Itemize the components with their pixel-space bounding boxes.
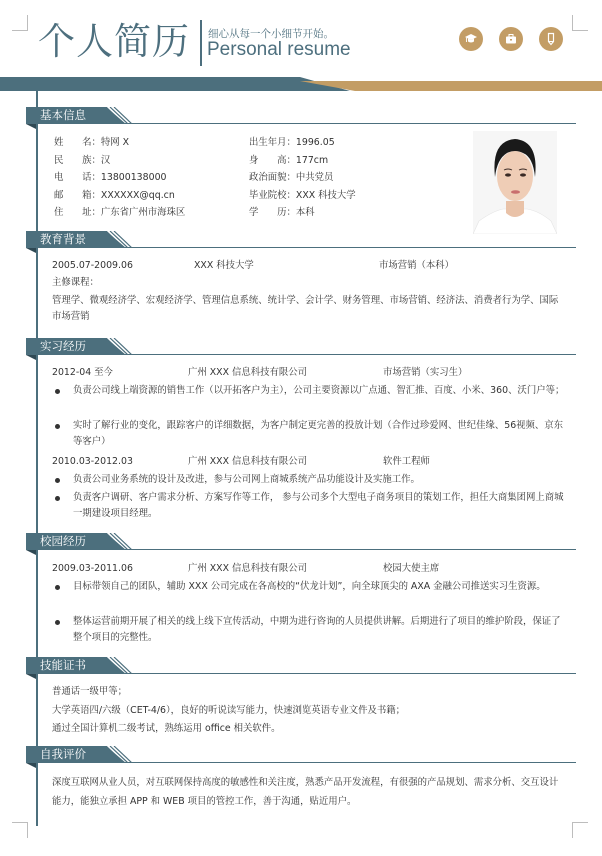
section-header-self-evaluation [26,746,576,764]
bullet-icon [55,389,60,394]
pencil-icon [539,27,563,51]
profile-photo [473,131,557,234]
section-title: 教育背景 [40,232,86,246]
section-header-basic-info [26,107,576,125]
skill-item: 通过全国计算机二级考试，熟练运用 office 相关软件。 [52,723,281,734]
campus-company: 广州 XXX 信息科技有限公司 [188,563,307,574]
header-icons [459,27,563,51]
bullet-icon [55,496,60,501]
skill-item: 大学英语四/六级（CET-4/6），良好的听说读写能力，快速浏览英语专业文件及书籍； [52,705,406,716]
section-title: 技能证书 [40,658,86,672]
resume-title: 个人简历 [38,20,190,63]
campus-role: 校园大使主席 [383,563,440,574]
courses-label: 主修课程： [52,277,99,288]
campus-period: 2009.03-2011.06 [52,563,133,574]
bullet-icon [55,478,60,483]
briefcase-icon [499,27,523,51]
field-ethnicity: 民 族：汉 [54,155,111,166]
bullet-icon [55,585,60,590]
section-title: 校园经历 [40,534,86,548]
job-role: 软件工程师 [383,456,430,467]
title-divider [200,20,202,66]
section-header-internship [26,338,576,356]
section-header-education [26,231,576,249]
section-header-campus [26,533,576,551]
job-company: 广州 XXX 信息科技有限公司 [188,367,307,378]
stripe-decoration [100,338,134,355]
job-duty: 负责公司业务系统的设计及改进，参与公司网上商城系统产品功能设计及实施工作。 [73,474,420,485]
field-school: 毕业院校：XXX 科技大学 [249,190,356,201]
stripe-decoration [100,746,134,763]
section-title: 自我评价 [40,747,86,761]
bullet-icon [55,620,60,625]
stripe-decoration [100,657,134,674]
skill-item: 普通话一级甲等； [52,686,128,697]
section-header-skills [26,657,576,675]
job-period: 2012-04 至今 [52,367,113,378]
education-major: 市场营销（本科） [379,260,455,271]
job-duty: 实时了解行业的变化，跟踪客户的详细数据，为客户制定更完善的投放计划（合作过珍爱网、世纪佳缘、56视频、京东等客户） [73,420,564,447]
education-period: 2005.07-2009.06 [52,260,133,271]
graduation-cap-icon [459,27,483,51]
bullet-icon [55,424,60,429]
stripe-decoration [100,533,134,550]
job-company: 广州 XXX 信息科技有限公司 [188,456,307,467]
page-corner-top-left [12,15,28,31]
page-corner-bottom-left [12,822,28,838]
courses-list: 管理学、微观经济学、宏观经济学、管理信息系统、统计学、会计学、财务管理、市场营销、经济法、消费者行为学、国际市场营销 [52,295,559,322]
field-degree: 学 历：本科 [249,207,315,218]
resume-title-english: Personal resume [207,39,351,60]
stripe-decoration [100,231,134,248]
job-duty: 负责公司线上端资源的销售工作（以开拓客户为主），公司主要资源以广点通、智汇推、百度、小米、360、沃门户等； [73,385,565,396]
header-band-primary [0,77,350,91]
field-address: 住 址：广东省广州市海珠区 [54,207,186,218]
field-phone: 电 话：13800138000 [54,172,167,183]
education-school: XXX 科技大学 [194,260,254,271]
campus-duty: 目标带领自己的团队，辅助 XXX 公司完成在各高校的“伏龙计划”，向全球顶尖的 AXA 金融公司推送实习生资源。 [73,581,546,592]
section-title: 基本信息 [40,108,86,122]
field-email: 邮 箱：XXXXXX@qq.cn [54,190,175,201]
campus-duty: 整体运营前期开展了相关的线上线下宣传活动，中期为进行咨询的人员提供讲解。后期进行了项目的维护阶段，保证了整个项目的完整性。 [73,616,561,643]
page-corner-top-right [572,15,588,31]
field-political-status: 政治面貌：中共党员 [249,172,334,183]
field-name: 姓 名：特网 X [54,137,130,148]
field-height: 身 高：177cm [249,155,329,166]
header-band-accent [300,81,602,91]
section-title: 实习经历 [40,339,86,353]
resume-slogan: 细心从每一个小细节开始。 [208,28,334,40]
stripe-decoration [100,107,134,124]
job-role: 市场营销（实习生） [383,367,468,378]
left-timeline-rule [36,91,38,826]
self-evaluation-text: 深度互联网从业人员，对互联网保持高度的敏感性和关注度，熟悉产品开发流程，有很强的产品规划、需求分析、交互设计能力，能独立承担 APP 和 WEB 项目的管控工作，善于沟通，贴近用户。 [52,777,559,807]
job-duty: 负责客户调研、客户需求分析、方案写作等工作， 参与公司多个大型电子商务项目的策划工作，担任大商集团网上商城一期建设项目经理。 [73,492,564,519]
page-corner-bottom-right [572,822,588,838]
job-period: 2010.03-2012.03 [52,456,133,467]
field-birth: 出生年月：1996.05 [249,137,335,148]
